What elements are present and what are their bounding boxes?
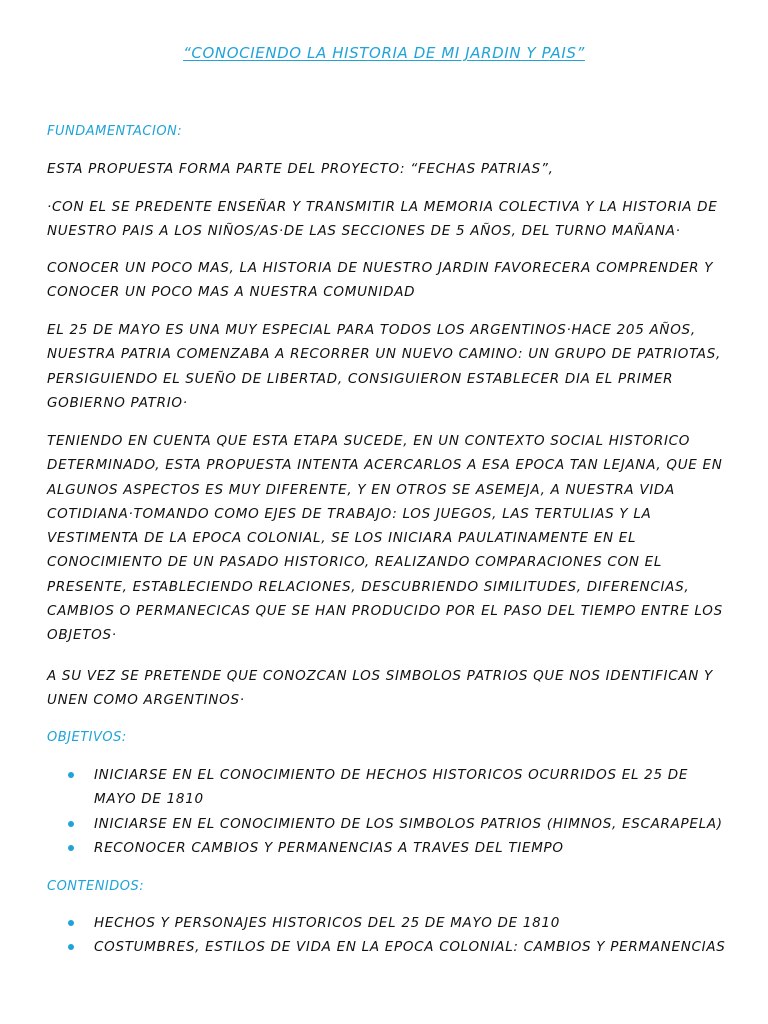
bullet-dot-icon <box>68 944 74 950</box>
paragraph: A SU VEZ SE PRETENDE QUE CONOZCAN LOS SIMBOLOS PATRIOS QUE NOS IDENTIFICAN Y UNEN COMO ARGENTINOS· <box>47 668 713 709</box>
contenidos-heading: CONTENIDOS: <box>47 879 145 894</box>
bullet-dot-icon <box>68 772 74 778</box>
bullet-dot-icon <box>68 845 74 851</box>
list-item-text: COSTUMBRES, ESTILOS DE VIDA EN LA EPOCA COLONIAL: CAMBIOS Y PERMANENCIAS <box>94 939 726 956</box>
paragraph: ·CON EL SE PREDENTE ENSEÑAR Y TRANSMITIR LA MEMORIA COLECTIVA Y LA HISTORIA DE NUESTRO PAIS A LOS NIÑOS/AS·DE LAS SECCIONES DE 5 AÑOS, DEL TURNO MAÑANA· <box>47 199 718 240</box>
list-item-text: INICIARSE EN EL CONOCIMIENTO DE LOS SIMBOLOS PATRIOS (HIMNOS, ESCARAPELA) <box>94 815 723 832</box>
paragraph: TENIENDO EN CUENTA QUE ESTA ETAPA SUCEDE, EN UN CONTEXTO SOCIAL HISTORICO DETERMINADO, ESTA PROPUESTA INTENTA ACERCARLOS A ESA EPOCA TAN LEJANA, QUE EN ALGUNOS ASPECTOS ES MUY DIFERENTE, Y EN OTROS SE ASEMEJA, A NUESTRA VIDA COTIDIANA·TOMANDO COMO EJES DE TRABAJO: LOS JUEGOS, LAS TERTULIAS Y LA VESTIMENTA DE LA EPOCA COLONIAL, SE LOS INICIARA PAULATINAMENTE EN EL CONOCIMIENTO DE UN PASADO HISTORICO, REALIZANDO COMPARACIONES CON EL PRESENTE, ESTABLECIENDO RELACIONES, DESCUBRIENDO SIMILITUDES, DIFERENCIAS, CAMBIOS O PERMANECICAS QUE SE HAN PRODUCIDO POR EL PASO DEL TIEMPO ENTRE LOS OBJETOS· <box>47 433 723 644</box>
bullet-dot-icon <box>68 920 74 926</box>
list-item <box>60 763 730 812</box>
bullet-dot-icon <box>68 821 74 827</box>
contenidos-list <box>60 911 730 960</box>
list-item <box>60 911 730 935</box>
paragraph: ESTA PROPUESTA FORMA PARTE DEL PROYECTO: “FECHAS PATRIAS”, <box>47 161 554 177</box>
paragraph: EL 25 DE MAYO ES UNA MUY ESPECIAL PARA TODOS LOS ARGENTINOS·HACE 205 AÑOS, NUESTRA PATRIA COMENZABA A RECORRER UN NUEVO CAMINO: UN GRUPO DE PATRIOTAS, PERSIGUIENDO EL SUEÑO DE LIBERTAD, CONSIGUIERON ESTABLECER DIA EL PRIMER GOBIERNO PATRIO· <box>47 322 722 411</box>
paragraph: CONOCER UN POCO MAS, LA HISTORIA DE NUESTRO JARDIN FAVORECERA COMPRENDER Y CONOCER UN POCO MAS A NUESTRA COMUNIDAD <box>47 260 714 301</box>
document-title: “CONOCIENDO LA HISTORIA DE MI JARDIN Y PAIS” <box>183 44 585 62</box>
fundamentacion-heading: FUNDAMENTACION: <box>47 124 183 139</box>
list-item <box>60 836 730 860</box>
list-item <box>60 812 730 836</box>
list-item-text: RECONOCER CAMBIOS Y PERMANENCIAS A TRAVES DEL TIEMPO <box>94 839 564 856</box>
list-item-text: INICIARSE EN EL CONOCIMIENTO DE HECHOS HISTORICOS OCURRIDOS EL 25 DE MAYO DE 1810 <box>94 767 689 808</box>
list-item <box>60 935 730 959</box>
objetivos-list <box>60 763 730 860</box>
list-item-text: HECHOS Y PERSONAJES HISTORICOS DEL 25 DE MAYO DE 1810 <box>94 915 560 931</box>
objetivos-heading: OBJETIVOS: <box>47 730 127 745</box>
